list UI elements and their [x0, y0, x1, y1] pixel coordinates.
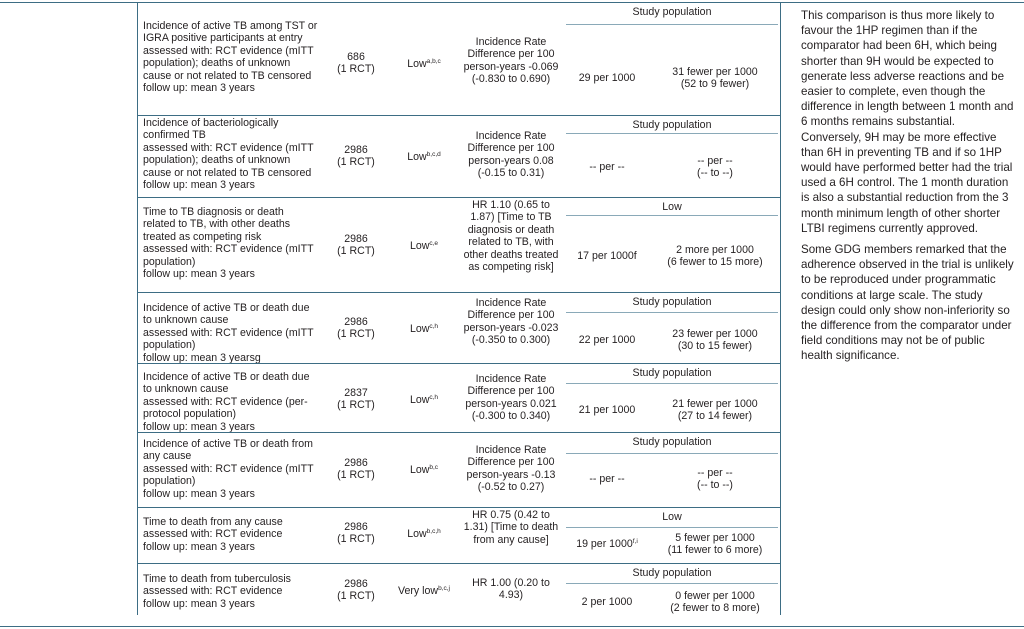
row-divider: [137, 363, 780, 364]
absolute-effect-cell: [652, 328, 778, 353]
outcome-assessment: assessed with: RCT evidence (mITT population): [143, 462, 314, 488]
effect-group-header: Study population: [632, 367, 712, 379]
row-divider: [137, 115, 780, 116]
comments-column: [801, 8, 1015, 370]
outcome-followup: follow up: mean 3 years: [143, 82, 255, 95]
relative-effect-cell: Incidence Rate Difference per 100 person-years 0.08 (-0.15 to 0.31): [467, 130, 555, 180]
participant-count: 2986: [344, 144, 368, 156]
participants-cell: [325, 387, 387, 412]
certainty-rating: Low: [409, 394, 430, 406]
absolute-difference: 31 fewer per 1000: [672, 66, 758, 78]
outcome-followup: follow up: mean 3 yearsg: [143, 351, 261, 364]
absolute-effect-cell: [652, 155, 778, 180]
comment-paragraph-2: Some GDG members remarked that the adherence observed in the trial is unlikely to be reproduced under programmatic conditions at large scale. The study design could only show non-inferiority so the difference from the comparator under field conditions may not be of public health significance.: [801, 243, 1014, 363]
control-risk: 21 per 1000: [578, 404, 636, 416]
outcome-followup: follow up: mean 3 years: [143, 420, 255, 433]
participant-count: 2986: [344, 233, 368, 245]
participant-count: 2986: [344, 316, 368, 328]
absolute-difference-ci: (52 to 9 fewer): [680, 78, 750, 91]
control-risk-footnotes: f,i: [632, 538, 638, 545]
outcome-title: Incidence of active TB among TST or IGRA positive participants at entry: [143, 20, 318, 45]
outcome-assessment: assessed with: RCT evidence (per-protocol population): [143, 395, 308, 421]
study-count: (1 RCT): [337, 399, 375, 412]
control-risk: 2 per 1000: [581, 596, 633, 608]
certainty-rating: Low: [407, 151, 427, 163]
certainty-rating: Low: [409, 464, 430, 476]
certainty-cell: [392, 58, 456, 70]
outcome-cell: [143, 371, 319, 433]
relative-effect-cell: Incidence Rate Difference per 100 person-years -0.023 (-0.350 to 0.300): [463, 297, 559, 347]
outcome-cell: [143, 206, 319, 280]
participant-count: 2837: [344, 387, 368, 399]
control-risk-cell: [566, 538, 648, 550]
effect-header-rule: [566, 453, 778, 454]
effect-group-header: Low: [662, 201, 682, 213]
effect-header-rule: [566, 24, 778, 25]
relative-effect-cell: HR 1.00 (0.20 to 4.93): [472, 577, 550, 602]
absolute-difference: 0 fewer per 1000: [675, 590, 755, 602]
absolute-difference-ci: (6 fewer to 15 more): [667, 256, 763, 269]
effect-group-header: Study population: [632, 6, 712, 18]
absolute-effect-cell: [652, 244, 778, 269]
absolute-difference: 23 fewer per 1000: [672, 328, 758, 340]
row-divider: [137, 563, 780, 564]
absolute-effect-cell: [652, 590, 778, 615]
participant-count: 2986: [344, 578, 368, 590]
participant-count: 686: [347, 51, 365, 63]
study-count: (1 RCT): [337, 328, 375, 341]
table-left-edge: [137, 2, 138, 615]
row-divider: [137, 197, 780, 198]
effect-header-rule: [566, 583, 778, 584]
outcome-assessment: assessed with: RCT evidence (mITT population); deaths of unknown cause or not related to TB censored: [143, 141, 314, 179]
participants-cell: [325, 51, 387, 76]
outcome-cell: [143, 302, 319, 364]
effect-header-rule: [566, 312, 778, 313]
outcome-title: Incidence of active TB or death from any cause: [143, 438, 313, 463]
control-risk: 19 per 1000: [576, 538, 633, 550]
certainty-cell: [392, 240, 456, 252]
row-divider: [137, 432, 780, 433]
outcome-followup: follow up: mean 3 years: [143, 540, 255, 553]
control-risk: -- per --: [589, 473, 625, 485]
certainty-cell: [392, 585, 456, 597]
absolute-effect-cell: [652, 66, 778, 91]
participants-cell: [325, 144, 387, 169]
relative-effect-cell: Incidence Rate Difference per 100 person-years -0.13 (-0.52 to 0.27): [466, 444, 556, 494]
certainty-rating: Very low: [398, 585, 439, 597]
absolute-difference-ci: (-- to --): [697, 479, 733, 492]
outcome-title: Time to death from any cause: [143, 516, 283, 528]
effect-group-header: Low: [662, 511, 682, 523]
effect-group-header: Study population: [632, 436, 712, 448]
outcome-title: Time to TB diagnosis or death related to TB, with other deaths treated as competing risk: [143, 206, 291, 243]
certainty-cell: [392, 151, 456, 163]
control-risk: -- per --: [589, 161, 625, 173]
outcome-cell: [143, 516, 319, 553]
certainty-footnotes: b,c,h: [426, 528, 441, 535]
row-divider: [137, 292, 780, 293]
absolute-difference: -- per --: [697, 467, 733, 479]
certainty-footnotes: b,c,d: [426, 151, 441, 158]
relative-effect-cell: Incidence Rate Difference per 100 person-years 0.021 (-0.300 to 0.340): [465, 373, 557, 423]
top-rule: [0, 2, 1024, 3]
control-risk-cell: [566, 161, 648, 173]
absolute-difference: -- per --: [697, 155, 733, 167]
study-count: (1 RCT): [337, 533, 375, 546]
certainty-cell: [392, 394, 456, 406]
certainty-rating: Low: [409, 240, 430, 252]
bottom-rule: [0, 626, 1024, 627]
control-risk: 29 per 1000: [578, 72, 636, 84]
absolute-difference-ci: (-- to --): [697, 167, 733, 180]
study-count: (1 RCT): [337, 469, 375, 482]
outcome-cell: [143, 20, 319, 94]
outcome-followup: follow up: mean 3 years: [143, 179, 255, 192]
participants-cell: [325, 457, 387, 482]
absolute-difference: 5 fewer per 1000: [675, 532, 755, 544]
control-risk-cell: [566, 72, 648, 84]
certainty-cell: [392, 464, 456, 476]
outcome-assessment: assessed with: RCT evidence (mITT population); deaths of unknown cause or not related to TB censored: [143, 44, 314, 82]
absolute-difference: 2 more per 1000: [676, 244, 754, 256]
participant-count: 2986: [344, 521, 368, 533]
certainty-footnotes: c,h: [429, 323, 439, 330]
absolute-effect-cell: [652, 467, 778, 492]
outcome-assessment: assessed with: RCT evidence (mITT population): [143, 243, 314, 268]
effect-group-header: Study population: [632, 119, 712, 131]
participant-count: 2986: [344, 457, 368, 469]
outcome-cell: [143, 573, 319, 610]
absolute-difference-ci: (27 to 14 fewer): [677, 410, 753, 423]
outcome-cell: [143, 117, 319, 191]
control-risk: 17 per 1000f: [577, 250, 637, 262]
outcome-title: Time to death from tuberculosis: [143, 573, 291, 585]
certainty-footnotes: c,h: [429, 394, 439, 401]
control-risk-cell: [566, 334, 648, 346]
participants-cell: [325, 316, 387, 341]
participants-cell: [325, 521, 387, 546]
control-risk-cell: [566, 404, 648, 416]
absolute-effect-cell: [652, 398, 778, 423]
row-divider: [137, 507, 780, 508]
certainty-rating: Low: [407, 58, 427, 70]
study-count: (1 RCT): [337, 63, 375, 76]
control-risk-cell: [566, 473, 648, 485]
certainty-cell: [392, 323, 456, 335]
absolute-effect-cell: [652, 532, 778, 557]
certainty-cell: [392, 528, 456, 540]
effect-group-header: Study population: [632, 296, 712, 308]
certainty-footnotes: c,e: [429, 240, 439, 247]
relative-effect-cell: HR 1.10 (0.65 to 1.87) [Time to TB diagnosis or death related to TB, with other deaths treated as competing risk]: [463, 199, 559, 274]
outcome-title: Incidence of active TB or death due to unknown cause: [143, 302, 310, 327]
control-risk-cell: [566, 250, 648, 262]
outcome-cell: [143, 438, 319, 500]
effect-group-header: Study population: [632, 567, 712, 579]
study-count: (1 RCT): [337, 245, 375, 258]
absolute-difference: 21 fewer per 1000: [672, 398, 758, 410]
outcome-followup: follow up: mean 3 years: [143, 597, 255, 610]
participants-cell: [325, 233, 387, 258]
outcome-title: Incidence of active TB or death due to unknown cause: [143, 371, 310, 396]
effect-header-rule: [566, 383, 778, 384]
absolute-difference-ci: (30 to 15 fewer): [677, 340, 753, 353]
certainty-rating: Low: [409, 323, 430, 335]
comment-paragraph-1: This comparison is thus more likely to favour the 1HP regimen than if the comparator had been 6H, which being shorter than 9H would be expected to generate less adverse reactions and be easier to complete, even though the difference in length between 1 month and 6 months remains substantial. Conversely, 9H may be more effective than 6H in preventing TB and if so 1HP would have performed better had the trial used a 6H control. The 1 month duration is also a substantial reduction from the 3 month minimum length of other shorter LTBI regimens currently approved.: [801, 9, 1014, 235]
certainty-footnotes: b,c: [429, 464, 439, 471]
study-count: (1 RCT): [337, 156, 375, 169]
effect-header-rule: [566, 215, 778, 216]
certainty-footnotes: b,c,j: [438, 585, 450, 592]
outcome-title: Incidence of bacteriologically confirmed TB: [143, 117, 279, 142]
table-right-edge: [780, 2, 781, 615]
control-risk: 22 per 1000: [578, 334, 636, 346]
effect-header-rule: [566, 133, 778, 134]
outcome-assessment: assessed with: RCT evidence: [143, 585, 283, 598]
certainty-rating: Low: [407, 528, 427, 540]
control-risk-cell: [566, 596, 648, 608]
participants-cell: [325, 578, 387, 603]
absolute-difference-ci: (2 fewer to 8 more): [670, 602, 760, 615]
absolute-difference-ci: (11 fewer to 6 more): [667, 544, 763, 557]
effect-header-rule: [566, 527, 778, 528]
certainty-footnotes: a,b,c: [426, 58, 441, 65]
outcome-assessment: assessed with: RCT evidence (mITT population): [143, 326, 314, 352]
outcome-followup: follow up: mean 3 years: [143, 268, 255, 281]
outcome-followup: follow up: mean 3 years: [143, 487, 255, 500]
relative-effect-cell: Incidence Rate Difference per 100 person-years -0.069 (-0.830 to 0.690): [463, 36, 559, 86]
study-count: (1 RCT): [337, 590, 375, 603]
outcome-assessment: assessed with: RCT evidence: [143, 528, 283, 541]
relative-effect-cell: HR 0.75 (0.42 to 1.31) [Time to death from any cause]: [463, 509, 559, 546]
